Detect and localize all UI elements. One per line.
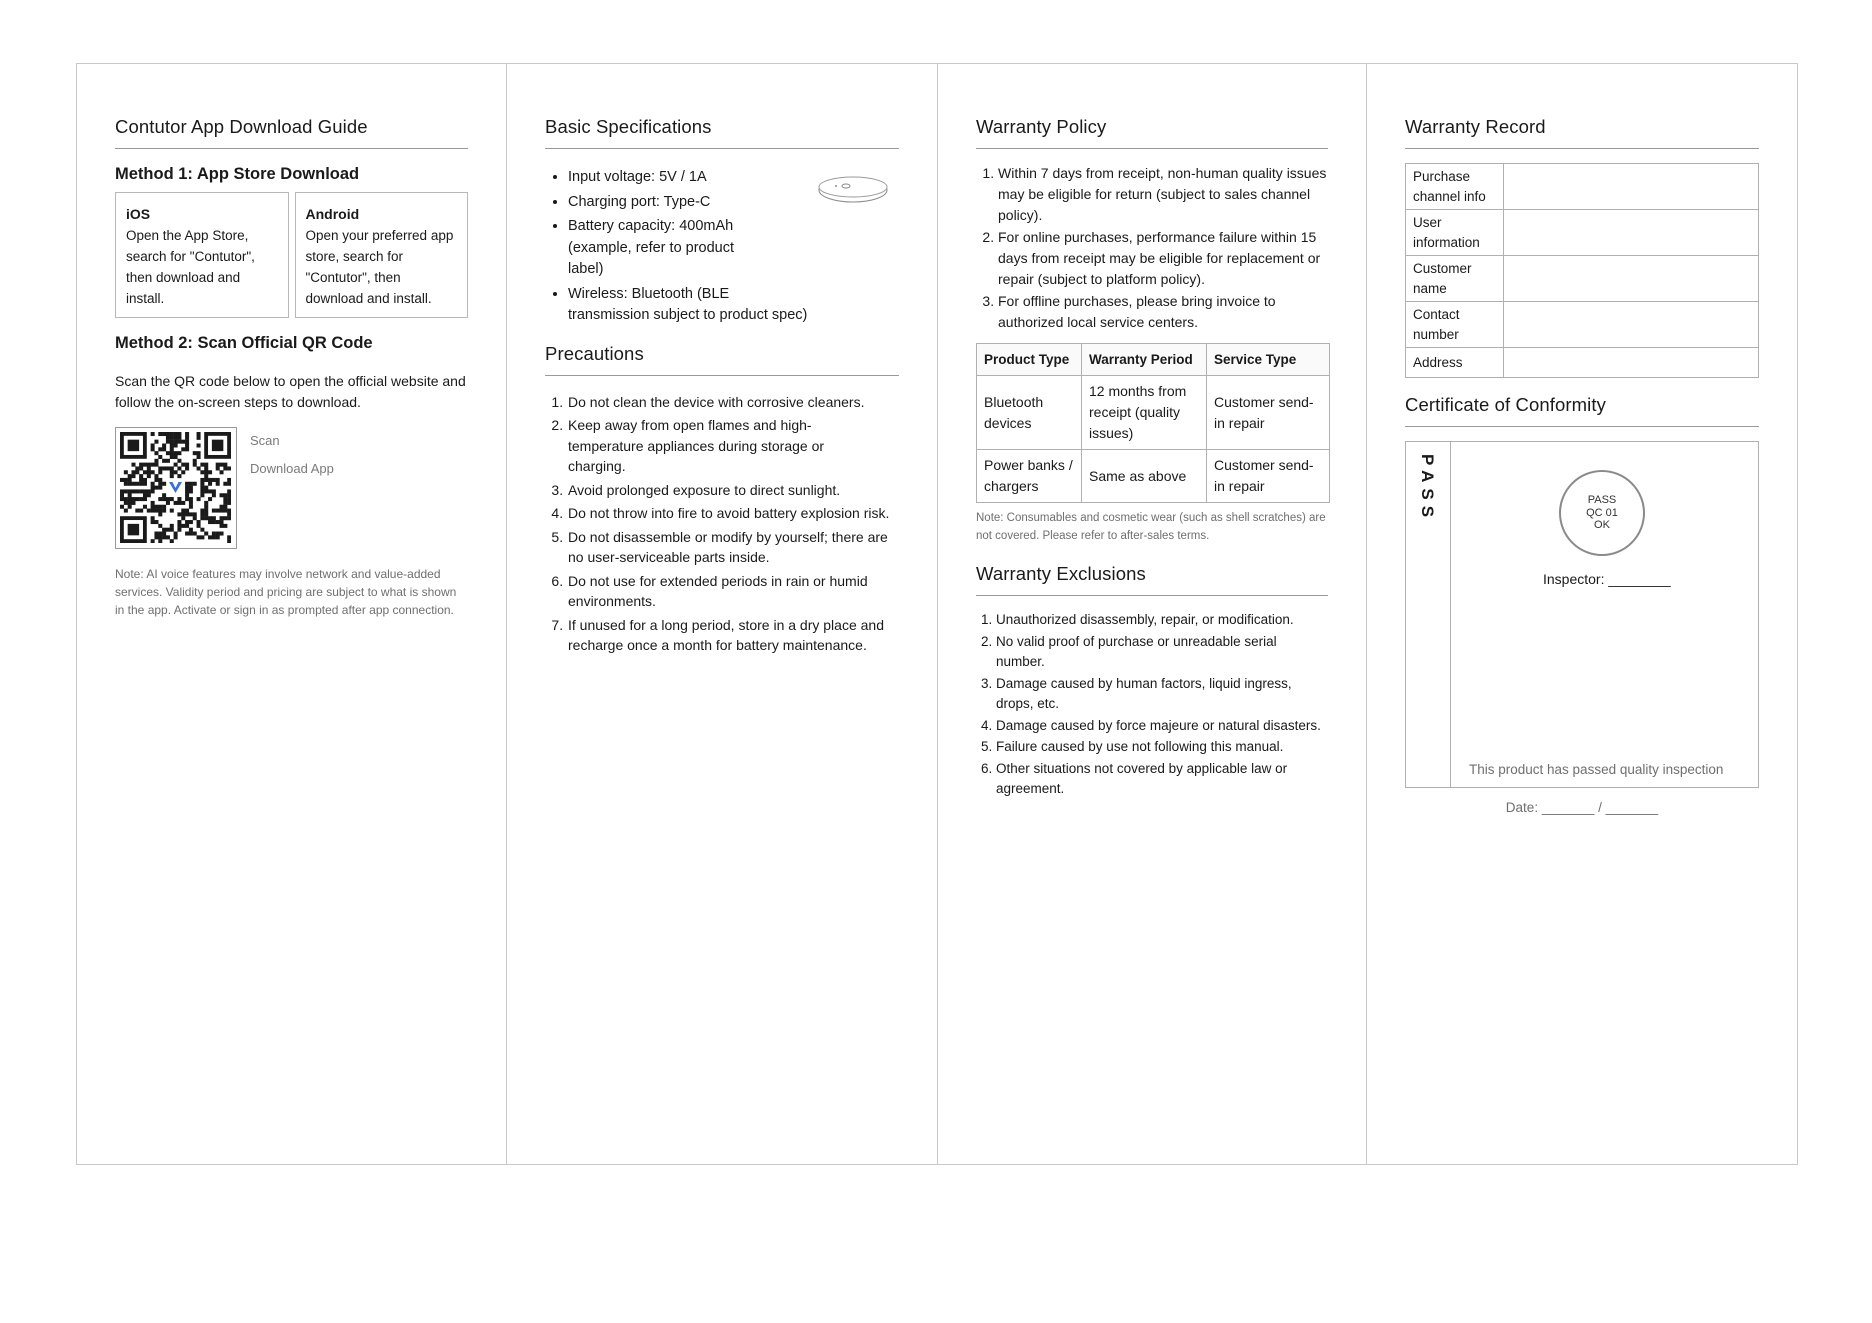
precaution-item: 1. Do not clean the device with corrosive cleaners. xyxy=(567,392,899,413)
spec-item: • Input voltage: 5V / 1A xyxy=(568,167,899,189)
table-header: Warranty Period xyxy=(1082,344,1207,376)
method1-title: Method 1: App Store Download xyxy=(115,165,360,183)
android-name: Android xyxy=(305,206,360,222)
stamp-line: QC 01 xyxy=(1586,506,1618,519)
warranty-record-title: Warranty Record xyxy=(1405,116,1759,149)
spec-item: • Charging port: Type-C xyxy=(568,192,899,214)
qr-row xyxy=(115,427,468,549)
exclusion-item: 2. No valid proof of purchase or unreadable serial number. xyxy=(996,632,1328,673)
table-row xyxy=(977,376,1330,450)
app-download-title: Contutor App Download Guide xyxy=(115,116,468,149)
certificate-footer: This product has passed quality inspection xyxy=(1469,762,1724,777)
record-row xyxy=(1406,348,1759,378)
qr-code[interactable] xyxy=(115,427,237,549)
table-header-row xyxy=(977,344,1330,376)
precaution-item: 2. Keep away from open flames and high-temperature appliances during storage or charging. xyxy=(567,415,858,477)
os-boxes xyxy=(115,192,468,318)
precaution-item: 7. If unused for a long period, store in a dry place and recharge once a month for battery maintenance. xyxy=(567,615,888,656)
exclusion-list xyxy=(976,610,1328,800)
certificate-title: Certificate of Conformity xyxy=(1405,394,1759,427)
panel-specifications xyxy=(507,64,938,1164)
certificate-main xyxy=(1451,442,1758,787)
warranty-record-table xyxy=(1405,163,1759,378)
stamp-line: OK xyxy=(1594,519,1610,531)
qr-label-download: Download App xyxy=(250,461,334,476)
warranty-policy-title: Warranty Policy xyxy=(976,116,1328,149)
policy-item: 1. Within 7 days from receipt, non-human quality issues may be eligible for return (subject to sales channel policy). xyxy=(998,163,1328,226)
exclusion-item: 6. Other situations not covered by applicable law or agreement. xyxy=(996,759,1328,800)
record-label: Address xyxy=(1406,348,1504,378)
record-label: Customer name xyxy=(1406,256,1504,302)
record-value-field[interactable] xyxy=(1504,256,1759,302)
precaution-item: 4. Do not throw into fire to avoid battery explosion risk. xyxy=(567,503,899,524)
ios-name: iOS xyxy=(126,206,151,222)
qr-code-icon xyxy=(120,432,231,543)
specs-title: Basic Specifications xyxy=(545,116,899,149)
record-value-field[interactable] xyxy=(1504,164,1759,210)
precautions-title: Precautions xyxy=(545,343,899,376)
table-cell: Customer send-in repair xyxy=(1207,376,1330,450)
policy-item: 3. For offline purchases, please bring invoice to authorized local service centers. xyxy=(998,291,1328,333)
ios-text: Open the App Store, search for "Contutor", then download and install. xyxy=(126,228,255,306)
certificate-strip xyxy=(1406,442,1451,787)
panel-app-download xyxy=(77,64,507,1164)
table-cell: Bluetooth devices xyxy=(977,376,1082,450)
panel-warranty-policy xyxy=(938,64,1367,1164)
warranty-table xyxy=(976,343,1330,503)
date-line: Date: _______ / _______ xyxy=(1505,800,1659,815)
spec-item: • Battery capacity: 400mAh (example, refer to product label) xyxy=(568,216,773,281)
exclusions-title: Warranty Exclusions xyxy=(976,563,1328,596)
inspector-line: Inspector: ________ xyxy=(1543,571,1671,587)
qr-labels xyxy=(250,427,334,549)
table-cell: Same as above xyxy=(1082,450,1207,503)
exclusion-item: 4. Damage caused by force majeure or natural disasters. xyxy=(996,716,1328,737)
record-row xyxy=(1406,302,1759,348)
method2-text: Scan the QR code below to open the official website and follow the on-screen steps to download. xyxy=(115,373,466,410)
policy-list xyxy=(976,163,1328,333)
table-cell: Customer send-in repair xyxy=(1207,450,1330,503)
certificate-strip-text: PASS xyxy=(1418,454,1437,524)
table-header: Product Type xyxy=(977,344,1082,376)
qc-stamp xyxy=(1559,470,1645,556)
record-label: User information xyxy=(1406,210,1504,256)
table-cell: Power banks / chargers xyxy=(977,450,1082,503)
spec-item: • Wireless: Bluetooth (BLE transmission subject to product spec) xyxy=(568,284,808,327)
stamp-line: PASS xyxy=(1587,494,1617,506)
record-label: Purchase channel info xyxy=(1406,164,1504,210)
precaution-list xyxy=(545,392,899,656)
precaution-item: 5. Do not disassemble or modify by yourself; there are no user-serviceable parts inside. xyxy=(567,527,899,568)
ios-box xyxy=(115,192,289,318)
record-row xyxy=(1406,164,1759,210)
certificate-box xyxy=(1405,441,1759,788)
method2-title: Method 2: Scan Official QR Code xyxy=(115,334,373,352)
record-row xyxy=(1406,256,1759,302)
precaution-item: 6. Do not use for extended periods in rain or humid environments. xyxy=(567,571,899,612)
android-box xyxy=(295,192,469,318)
policy-item: 2. For online purchases, performance failure within 15 days from receipt may be eligible for replacement or repair (subject to platform policy). xyxy=(998,227,1328,290)
exclusion-item: 5. Failure caused by use not following this manual. xyxy=(996,737,1328,758)
qr-label-scan: Scan xyxy=(250,433,280,448)
record-value-field[interactable] xyxy=(1504,210,1759,256)
record-row xyxy=(1406,210,1759,256)
panel-warranty-record xyxy=(1367,64,1797,1164)
app-note: Note: AI voice features may involve network and value-added services. Validity period and pricing are subject to what is shown in the app. Activate or sign in as prompted after app connection. xyxy=(115,567,457,617)
leaflet-sheet xyxy=(76,63,1798,1165)
record-label: Contact number xyxy=(1406,302,1504,348)
warranty-note: Note: Consumables and cosmetic wear (such as shell scratches) are not covered. Please refer to after-sales terms. xyxy=(976,512,1326,542)
table-cell: 12 months from receipt (quality issues) xyxy=(1082,376,1207,450)
record-value-field[interactable] xyxy=(1504,348,1759,378)
precaution-item: 3. Avoid prolonged exposure to direct sunlight. xyxy=(567,480,899,501)
table-row xyxy=(977,450,1330,503)
device-disc-icon xyxy=(817,175,889,205)
exclusion-item: 3. Damage caused by human factors, liquid ingress, drops, etc. xyxy=(996,674,1328,715)
exclusion-item: 1. Unauthorized disassembly, repair, or modification. xyxy=(996,610,1328,631)
table-header: Service Type xyxy=(1207,344,1330,376)
record-value-field[interactable] xyxy=(1504,302,1759,348)
android-text: Open your preferred app store, search for "Contutor", then download and install. xyxy=(305,228,454,306)
